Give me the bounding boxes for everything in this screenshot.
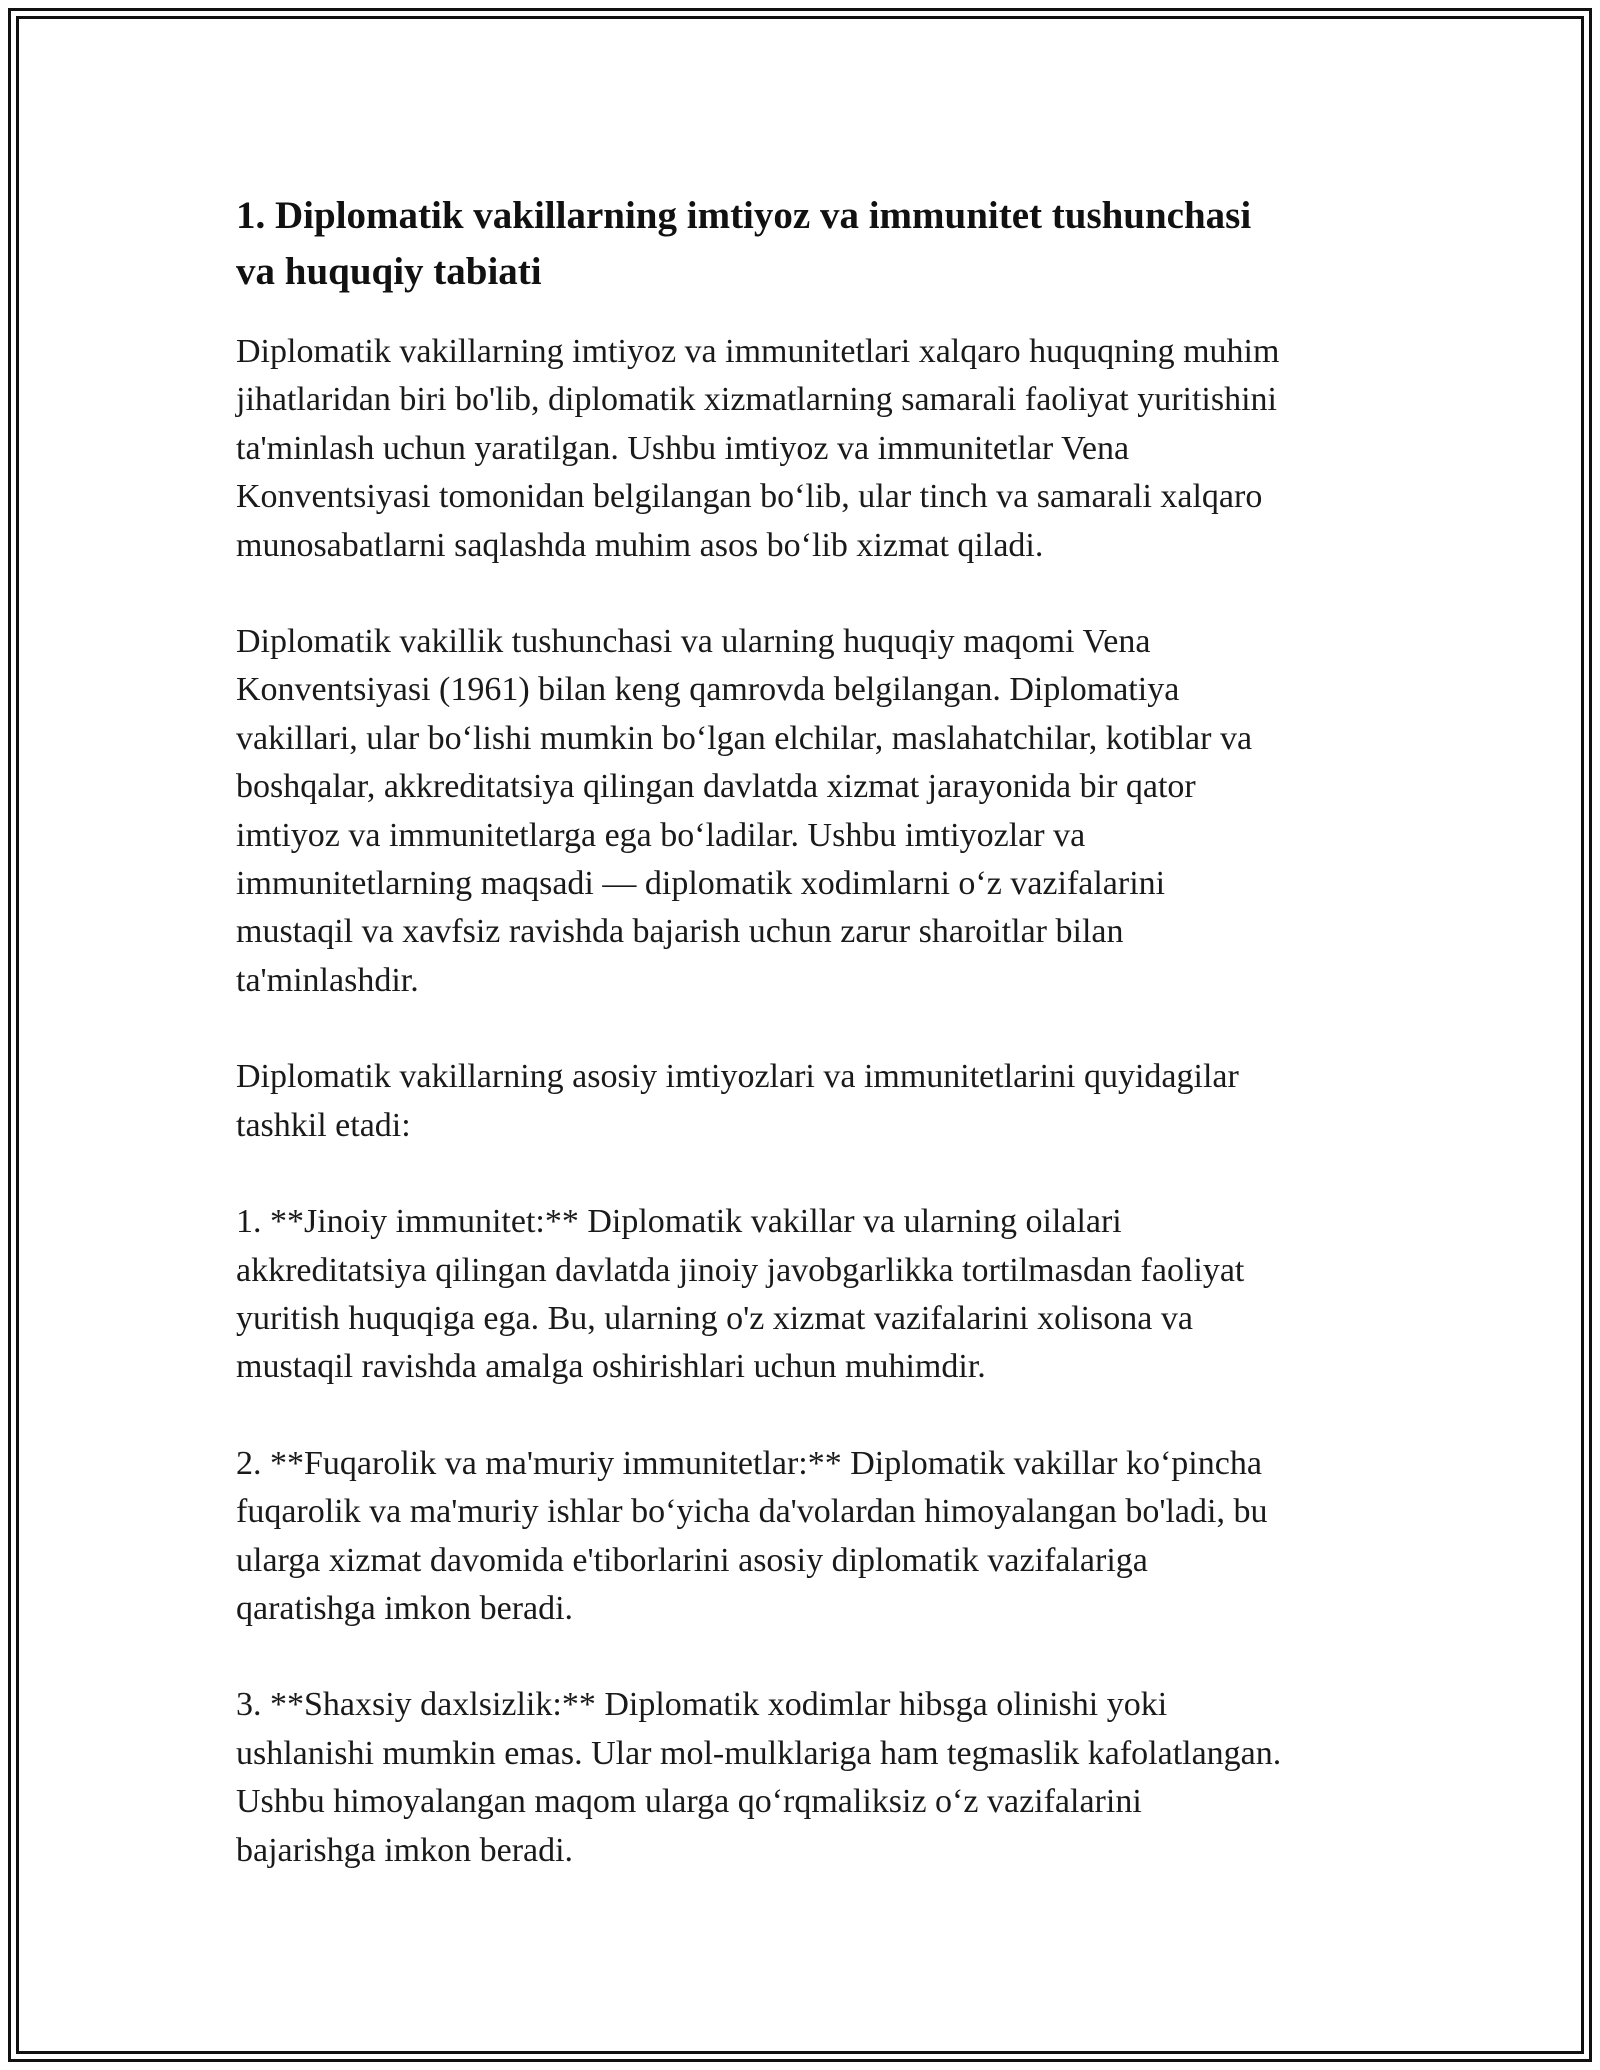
list-item-criminal-immunity: 1. **Jinoiy immunitet:** Diplomatik vakillar va ularning oilalari akkreditatsiya qilingan davlatda jinoiy javobgarlikka tortilmasdan faoliyat yuritish huquqiga ega. Bu, ularning o'z xizmat vazifalarini xolisona va mustaqil ravishda amalga oshirishlari uchun muhimdir. <box>236 1203 1245 1386</box>
document-body <box>236 188 1376 1875</box>
page-title: 1. Diplomatik vakillarning imtiyoz va immunitet tushunchasi va huquqiy tabiati <box>236 194 1252 293</box>
paragraph-intro: Diplomatik vakillarning imtiyoz va immunitetlari xalqaro huquqning muhim jihatlaridan biri bo'lib, diplomatik xizmatlarning samarali faoliyat yuritishini ta'minlash uchun yaratilgan. Ushbu imtiyoz va immunitetlar Vena Konventsiyasi tomonidan belgilangan bo‘lib, ular tinch va samarali xalqaro munosabatlarni saqlashda muhim asos bo‘lib xizmat qiladi. <box>236 333 1280 564</box>
paragraph-concept: Diplomatik vakillik tushunchasi va ularning huquqiy maqomi Vena Konventsiyasi (1961) bilan keng qamrovda belgilangan. Diplomatiya vakillari, ular bo‘lishi mumkin bo‘lgan elchilar, maslahatchilar, kotiblar va boshqalar, akkreditatsiya qilingan davlatda xizmat jarayonida bir qator imtiyoz va immunitetlarga ega bo‘ladilar. Ushbu imtiyozlar va immunitetlarning maqsadi — diplomatik xodimlarni o‘z vazifalarini mustaqil va xavfsiz ravishda bajarish uchun zarur sharoitlar bilan ta'minlashdir. <box>236 623 1253 999</box>
list-item-civil-immunity: 2. **Fuqarolik va ma'muriy immunitetlar:** Diplomatik vakillar ko‘pincha fuqarolik va ma'muriy ishlar bo‘yicha da'volardan himoyalangan bo'ladi, bu ularga xizmat davomida e'tiborlarini asosiy diplomatik vazifalariga qaratishga imkon beradi. <box>236 1444 1268 1627</box>
list-item-personal-inviolability: 3. **Shaxsiy daxlsizlik:** Diplomatik xodimlar hibsga olinishi yoki ushlanishi mumkin emas. Ular mol-mulklariga ham tegmaslik kafolatlangan. Ushbu himoyalangan maqom ularga qo‘rqmaliksiz o‘z vazifalarini bajarishga imkon beradi. <box>236 1686 1282 1869</box>
paragraph-list-intro: Diplomatik vakillarning asosiy imtiyozlari va immunitetlarini quyidagilar tashkil etadi: <box>236 1058 1239 1144</box>
